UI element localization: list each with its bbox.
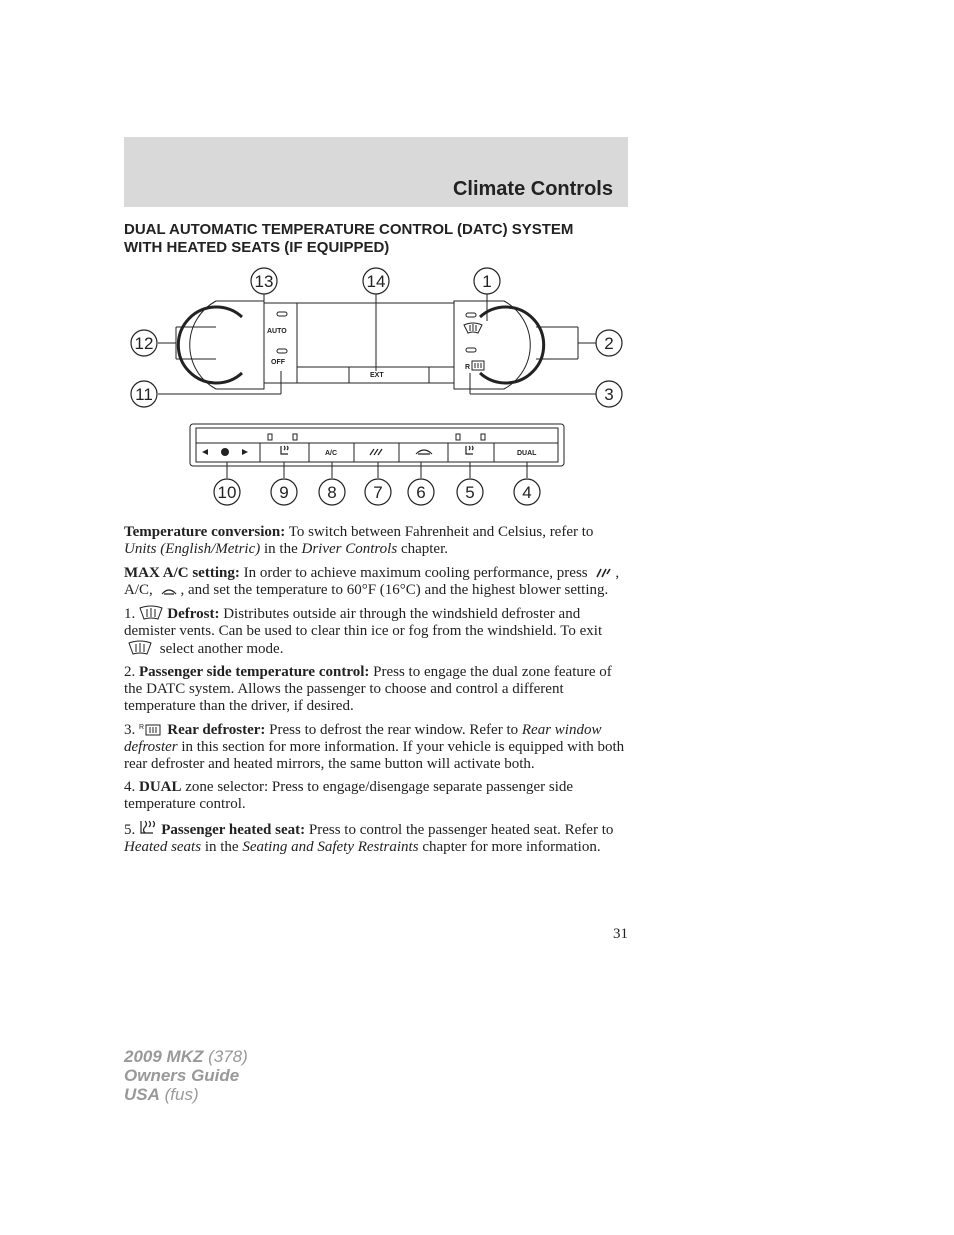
recirculation-icon bbox=[416, 450, 432, 454]
heated-seat-icon bbox=[138, 819, 158, 837]
rear-defrost-r-label: R bbox=[465, 364, 471, 371]
callout-10: 10 bbox=[217, 483, 237, 502]
callout-3: 3 bbox=[604, 385, 614, 404]
recirculation-icon bbox=[160, 585, 178, 597]
auto-button-label: AUTO bbox=[267, 328, 287, 335]
dual-button-label: DUAL bbox=[517, 450, 537, 457]
ac-button-label: A/C bbox=[325, 450, 338, 457]
callout-13: 13 bbox=[254, 272, 274, 291]
body-text bbox=[124, 524, 628, 862]
callout-2: 2 bbox=[604, 334, 614, 353]
callout-9: 9 bbox=[279, 483, 289, 502]
section-heading-line1: DUAL AUTOMATIC TEMPERATURE CONTROL (DATC) SYSTEM bbox=[124, 221, 574, 238]
ext-button-label: EXT bbox=[370, 372, 384, 379]
callout-5: 5 bbox=[465, 483, 475, 502]
callout-8: 8 bbox=[327, 483, 337, 502]
panel-vent-icon bbox=[594, 564, 612, 580]
center-display bbox=[264, 303, 454, 383]
paragraph-item-1: 1. Defrost: Distributes outside air through the windshield defroster and demister vents. Can be used to clear thin ice or fog from the windshield. To exit select another mode. bbox=[124, 606, 603, 657]
footer-line-3: USA (fus) bbox=[124, 1085, 199, 1104]
section-heading bbox=[124, 221, 628, 257]
callout-6: 6 bbox=[416, 483, 426, 502]
callout-14: 14 bbox=[366, 272, 386, 291]
paragraph-temp-conversion: Temperature conversion: To switch between Fahrenheit and Celsius, refer to Units (English/Metric) in the Driver Controls chapter. bbox=[124, 524, 594, 557]
panel-vent-icon bbox=[370, 449, 382, 455]
callout-4: 4 bbox=[522, 483, 532, 502]
passenger-heated-seat-icon bbox=[466, 446, 473, 454]
fan-icon bbox=[202, 448, 248, 456]
off-button-label: OFF bbox=[271, 359, 285, 366]
paragraph-item-4: 4. DUAL zone selector: Press to engage/disengage separate passenger side temperature control. bbox=[124, 779, 574, 812]
defrost-icon bbox=[127, 640, 153, 656]
heated-seat-icon bbox=[281, 446, 288, 454]
callout-7: 7 bbox=[373, 483, 383, 502]
defrost-icon bbox=[138, 605, 164, 621]
chapter-title: Climate Controls bbox=[452, 178, 613, 200]
callout-11: 11 bbox=[135, 385, 153, 404]
footer-line-1: 2009 MKZ (378) bbox=[124, 1047, 248, 1066]
svg-text:R: R bbox=[139, 724, 145, 731]
section-heading-line2: WITH HEATED SEATS (IF EQUIPPED) bbox=[124, 239, 390, 256]
callout-1: 1 bbox=[482, 272, 492, 291]
paragraph-item-2: 2. Passenger side temperature control: Press to engage the dual zone feature of the DATC system. Allows the passenger to choose and control a different temperature than the driver, if desired. bbox=[124, 664, 612, 714]
paragraph-max-ac: MAX A/C setting: In order to achieve maximum cooling performance, press , A/C, , and set the temperature to 60°F (16°C) and the highest blower setting. bbox=[124, 565, 620, 598]
footer-line-2: Owners Guide bbox=[124, 1066, 240, 1085]
callout-12: 12 bbox=[134, 334, 154, 353]
footer bbox=[124, 1047, 248, 1104]
paragraph-item-5: 5. Passenger heated seat: Press to control the passenger heated seat. Refer to Heated seats in the Seating and Safety Restraints chapter for more information. bbox=[124, 819, 628, 856]
page-number: 31 bbox=[613, 926, 628, 942]
paragraph-item-3: 3. R Rear defroster: Press to defrost the rear window. Refer to Rear window defroster in this section for more information. If your vehicle is equipped with both rear defroster and heated mirrors, the same button will activate both. bbox=[124, 722, 625, 772]
header-band bbox=[124, 137, 628, 207]
datc-control-diagram bbox=[124, 265, 628, 515]
rear-defrost-icon bbox=[138, 721, 164, 737]
